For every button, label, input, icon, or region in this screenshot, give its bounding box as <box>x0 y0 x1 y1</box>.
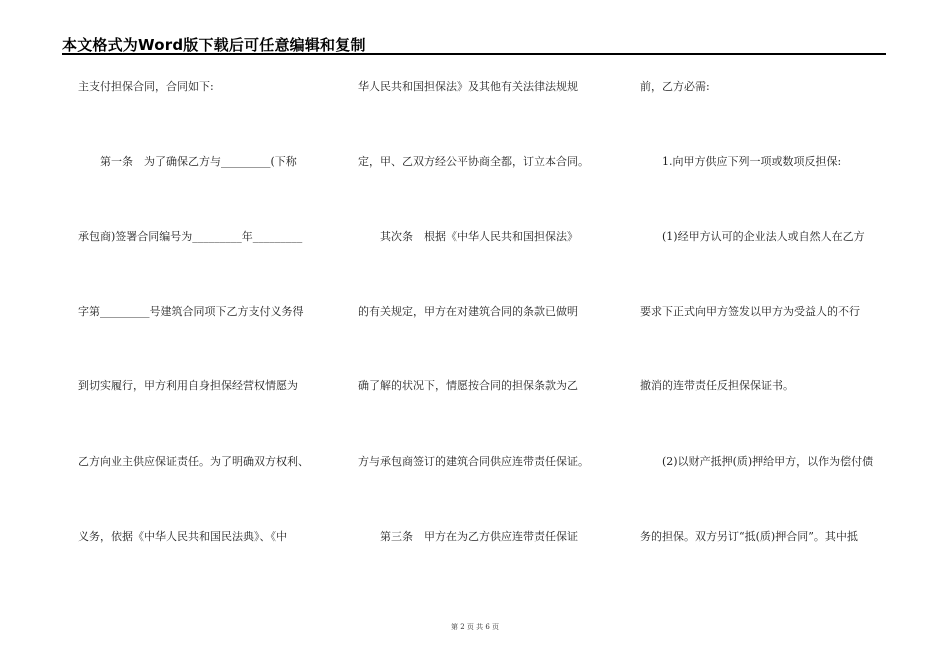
text-line: 到切实履行，甲方利用自身担保经营权情愿为 <box>78 379 298 392</box>
text-line: 承包商)签署合同编号为_________年_________ <box>78 230 303 243</box>
text-line: 确了解的状况下，情愿按合同的担保条款为乙 <box>358 379 578 392</box>
text-line: (2)以财产抵押(质)押给甲方，以作为偿付债 <box>640 455 874 468</box>
text-line: 乙方向业主供应保证责任。为了明确双方权利、 <box>78 455 309 468</box>
text-line: 义务，依据《中华人民共和国民法典》、《中 <box>78 530 287 543</box>
text-line: 定，甲、乙双方经公平协商全都，订立本合同。 <box>358 155 589 168</box>
text-line: 主支付担保合同，合同如下: <box>78 80 214 93</box>
text-line: 华人民共和国担保法》及其他有关法律法规规 <box>358 80 578 93</box>
text-line: 的有关规定，甲方在对建筑合同的条款已做明 <box>358 305 578 318</box>
text-line: 第一条 为了确保乙方与_________(下称 <box>78 155 297 168</box>
text-line: 其次条 根据《中华人民共和国担保法》 <box>358 230 578 243</box>
text-line: 第三条 甲方在为乙方供应连带责任保证 <box>358 530 578 543</box>
header-divider <box>62 53 886 55</box>
text-line: 方与承包商签订的建筑合同供应连带责任保证。 <box>358 455 589 468</box>
text-line: (1)经甲方认可的企业法人或自然人在乙方 <box>640 230 865 243</box>
page-number: 第 2 页 共 6 页 <box>450 623 500 631</box>
text-line: 1.向甲方供应下列一项或数项反担保: <box>640 155 842 168</box>
text-line: 撤消的连带责任反担保保证书。 <box>640 379 794 392</box>
document-header-title: 本文格式为Word版下载后可任意编辑和复制 <box>62 36 366 54</box>
text-line: 要求下正式向甲方签发以甲方为受益人的不行 <box>640 305 860 318</box>
text-line: 字第_________号建筑合同项下乙方支付义务得 <box>78 305 304 318</box>
text-line: 务的担保。双方另订“抵(质)押合同”。其中抵 <box>640 530 858 543</box>
text-line: 前，乙方必需: <box>640 80 710 93</box>
